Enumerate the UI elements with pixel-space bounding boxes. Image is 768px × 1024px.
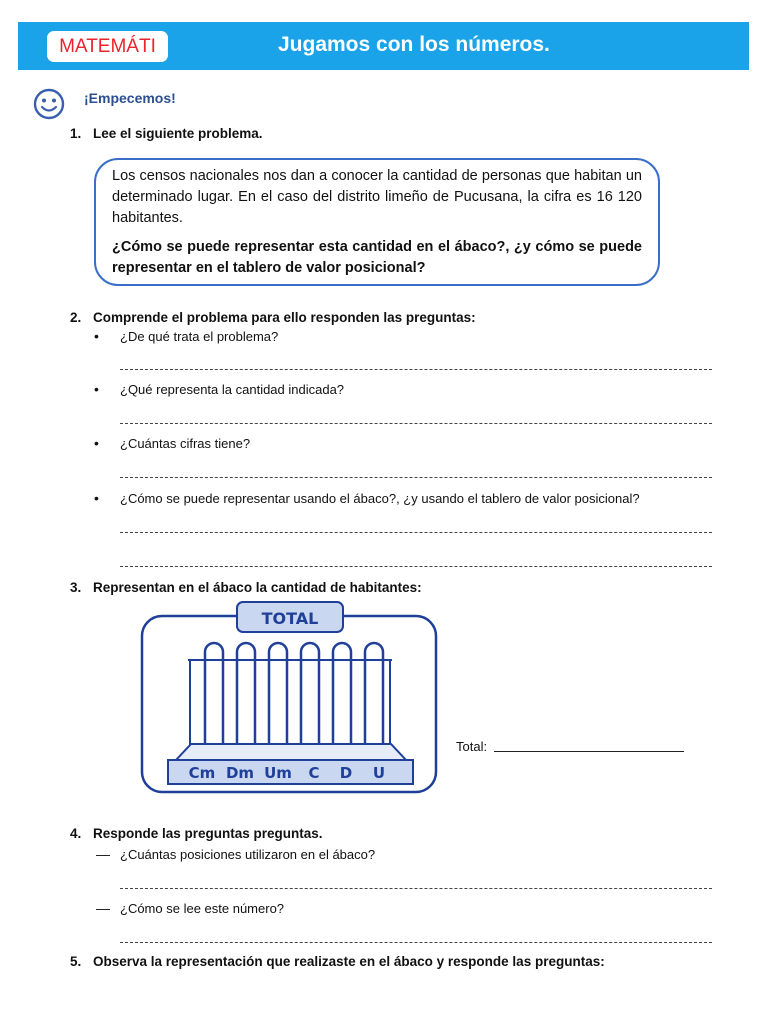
position-label-um: Um <box>264 764 292 782</box>
problem-question: ¿Cómo se puede representar esta cantidad en el ábaco?, ¿y cómo se puede representar en el tablero de valor posicional? <box>112 239 642 276</box>
position-label-d: D <box>339 764 353 782</box>
answer-line-3[interactable] <box>120 477 712 478</box>
item-3-number: 3. <box>70 580 82 595</box>
total-answer-line[interactable] <box>494 751 684 752</box>
position-label-dm: Dm <box>225 764 255 782</box>
abacus-illustration <box>138 600 442 800</box>
answer-line-5[interactable] <box>120 888 712 889</box>
abacus-base-top <box>176 744 406 760</box>
question-6: ¿Cómo se lee este número? <box>120 901 285 916</box>
problem-text: Los censos nacionales nos dan a conocer la cantidad de personas que habitan un determinado lugar. En el caso del distrito limeño de Pucusana, la cifra es 16 120 habitantes. <box>112 168 642 226</box>
question-2: ¿Qué representa la cantidad indicada? <box>120 382 345 397</box>
position-label-cm: Cm <box>188 764 216 782</box>
item-5-title: Observa la representación que realizaste en el ábaco y responde las preguntas: <box>93 954 605 969</box>
abacus-title: TOTAL <box>261 609 319 628</box>
position-label-c: C <box>308 764 320 782</box>
item-3-title: Representan en el ábaco la cantidad de habitantes: <box>93 580 422 595</box>
dash-marker: — <box>96 900 110 916</box>
answer-line-6[interactable] <box>120 942 712 943</box>
answer-line-1[interactable] <box>120 369 712 370</box>
subject-label: MATEMÁTI <box>47 31 168 62</box>
answer-line-4a[interactable] <box>120 532 712 533</box>
item-4-title: Responde las preguntas preguntas. <box>93 826 323 841</box>
question-3: ¿Cuántas cifras tiene? <box>120 436 251 451</box>
question-1: ¿De qué trata el problema? <box>120 329 279 344</box>
item-1-title: Lee el siguiente problema. <box>93 126 263 141</box>
problem-box <box>94 158 660 286</box>
bullet: • <box>94 490 99 506</box>
question-5: ¿Cuántas posiciones utilizaron en el ábaco? <box>120 847 376 862</box>
page-title: Jugamos con los números. <box>278 33 550 56</box>
dash-marker: — <box>96 846 110 862</box>
item-5-number: 5. <box>70 954 82 969</box>
bullet: • <box>94 435 99 451</box>
item-1-number: 1. <box>70 126 82 141</box>
intro-label: ¡Empecemos! <box>84 90 176 106</box>
position-label-u: U <box>372 764 386 782</box>
bullet: • <box>94 381 99 397</box>
smiley-icon <box>33 88 65 120</box>
answer-line-4b[interactable] <box>120 566 712 567</box>
item-2-title: Comprende el problema para ello responden las preguntas: <box>93 310 476 325</box>
item-4-number: 4. <box>70 826 82 841</box>
answer-line-2[interactable] <box>120 423 712 424</box>
total-label: Total: <box>456 739 488 754</box>
item-2-number: 2. <box>70 310 82 325</box>
bullet: • <box>94 328 99 344</box>
question-4: ¿Cómo se puede representar usando el ábaco?, ¿y usando el tablero de valor posicional? <box>120 491 640 506</box>
